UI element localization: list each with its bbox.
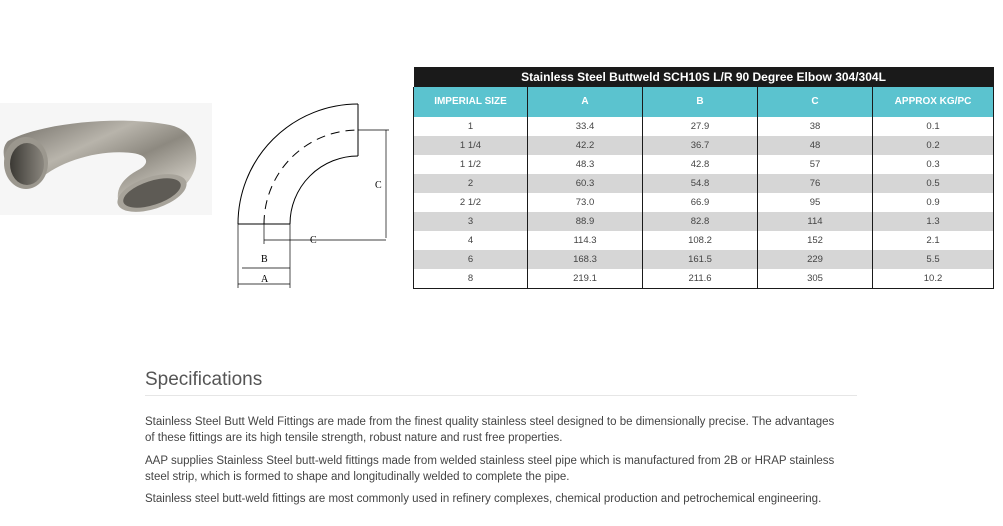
cell-size: 1 — [414, 117, 528, 136]
column-header-imperial-size: IMPERIAL SIZE — [414, 87, 528, 117]
cell-kg: 5.5 — [873, 250, 994, 269]
cell-c: 114 — [758, 212, 873, 231]
cell-c: 305 — [758, 269, 873, 289]
specifications-paragraph: Stainless Steel Butt Weld Fittings are made from the finest quality stainless steel designed to be dimensionally precise. The advantages of these fittings are its high tensile strength, robust nature and rust free properties. — [145, 416, 835, 444]
cell-b: 54.8 — [643, 174, 758, 193]
cell-a: 60.3 — [528, 174, 643, 193]
cell-kg: 0.2 — [873, 136, 994, 155]
cell-c: 38 — [758, 117, 873, 136]
cell-size: 6 — [414, 250, 528, 269]
table-row — [414, 155, 994, 174]
table-row — [414, 193, 994, 212]
cell-b: 161.5 — [643, 250, 758, 269]
cell-size: 2 1/2 — [414, 193, 528, 212]
cell-kg: 1.3 — [873, 212, 994, 231]
cell-kg: 2.1 — [873, 231, 994, 250]
column-header-c: C — [758, 87, 873, 117]
cell-kg: 0.9 — [873, 193, 994, 212]
cell-c: 57 — [758, 155, 873, 174]
elbow-dimensions-table — [413, 67, 994, 289]
cell-a: 48.3 — [528, 155, 643, 174]
column-header-approx-kg: APPROX KG/PC — [873, 87, 994, 117]
cell-kg: 10.2 — [873, 269, 994, 289]
cell-a: 168.3 — [528, 250, 643, 269]
cell-size: 1 1/4 — [414, 136, 528, 155]
dimension-label-c-vertical: C — [375, 180, 382, 191]
cell-c: 95 — [758, 193, 873, 212]
table-row — [414, 212, 994, 231]
cell-size: 8 — [414, 269, 528, 289]
cell-a: 73.0 — [528, 193, 643, 212]
cell-a: 88.9 — [528, 212, 643, 231]
cell-c: 48 — [758, 136, 873, 155]
specifications-paragraph: Stainless steel butt-weld fittings are most commonly used in refinery complexes, chemical production and petrochemical engineering. — [145, 493, 822, 505]
table-title: Stainless Steel Buttweld SCH10S L/R 90 Degree Elbow 304/304L — [414, 67, 994, 87]
cell-b: 211.6 — [643, 269, 758, 289]
cell-kg: 0.1 — [873, 117, 994, 136]
cell-b: 82.8 — [643, 212, 758, 231]
cell-kg: 0.5 — [873, 174, 994, 193]
elbow-product-photo — [0, 103, 212, 215]
table-row — [414, 269, 994, 289]
table-row — [414, 174, 994, 193]
cell-b: 27.9 — [643, 117, 758, 136]
elbow-dimension-diagram — [226, 98, 394, 294]
specifications-heading: Specifications — [145, 369, 263, 390]
cell-c: 229 — [758, 250, 873, 269]
cell-size: 2 — [414, 174, 528, 193]
specifications-paragraph: AAP supplies Stainless Steel butt-weld fittings made from welded stainless steel pipe which is manufactured from 2B or HRAP stainless steel strip, which is formed to shape and longitudinally welded to complete the pipe. — [145, 455, 835, 483]
cell-b: 36.7 — [643, 136, 758, 155]
column-header-a: A — [528, 87, 643, 117]
cell-b: 42.8 — [643, 155, 758, 174]
cell-b: 66.9 — [643, 193, 758, 212]
table-row — [414, 250, 994, 269]
dimension-label-a: A — [261, 274, 269, 285]
cell-size: 4 — [414, 231, 528, 250]
cell-kg: 0.3 — [873, 155, 994, 174]
cell-size: 1 1/2 — [414, 155, 528, 174]
cell-c: 76 — [758, 174, 873, 193]
cell-a: 219.1 — [528, 269, 643, 289]
cell-a: 33.4 — [528, 117, 643, 136]
cell-b: 108.2 — [643, 231, 758, 250]
section-divider — [145, 395, 857, 396]
table-row — [414, 117, 994, 136]
cell-size: 3 — [414, 212, 528, 231]
cell-a: 42.2 — [528, 136, 643, 155]
cell-a: 114.3 — [528, 231, 643, 250]
column-header-b: B — [643, 87, 758, 117]
dimension-label-c-horizontal: C — [310, 235, 317, 246]
table-row — [414, 136, 994, 155]
dimension-label-b: B — [261, 254, 268, 265]
cell-c: 152 — [758, 231, 873, 250]
table-row — [414, 231, 994, 250]
